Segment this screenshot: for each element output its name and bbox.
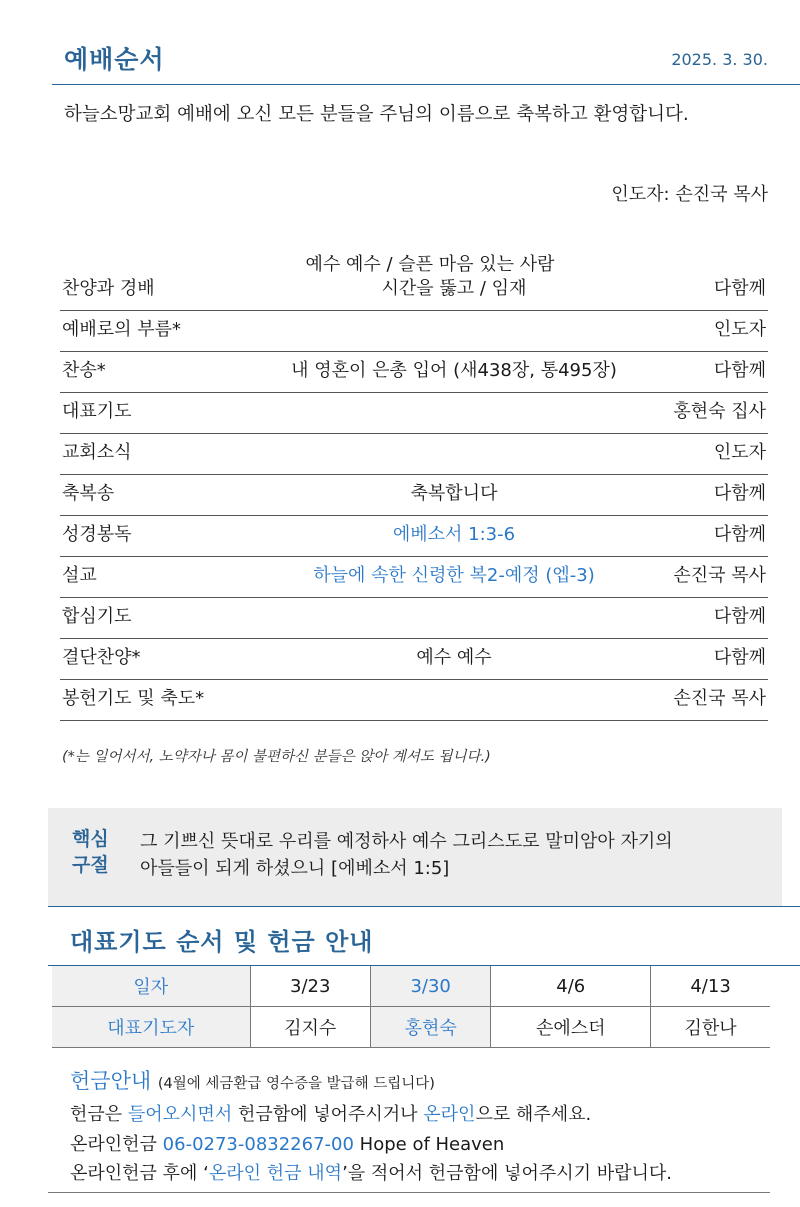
order-item-name: 축복송 bbox=[62, 483, 115, 504]
order-item-name: 결단찬양* bbox=[62, 647, 141, 668]
offering-title bbox=[70, 1065, 435, 1095]
leader-header: 대표기도자 bbox=[52, 1007, 250, 1048]
order-row bbox=[60, 270, 768, 311]
order-row bbox=[60, 311, 768, 352]
order-row bbox=[60, 639, 768, 680]
offering-text: 으로 해주세요. bbox=[475, 1104, 592, 1125]
service-date: 2025. 3. 30. bbox=[671, 50, 768, 69]
order-item-name: 대표기도 bbox=[62, 401, 132, 422]
standing-note: (*는 일어서서, 노약자나 몸이 불편하신 분들은 앉아 계셔도 됩니다.) bbox=[62, 749, 491, 765]
offering-highlight: 온라인 헌금 내역 bbox=[208, 1163, 343, 1184]
order-item-leader: 다함께 bbox=[713, 278, 766, 299]
order-item-leader: 인도자 bbox=[713, 442, 766, 463]
order-item-name: 찬양과 경배 bbox=[62, 278, 155, 299]
scripture-reading-link[interactable]: 에베소서 1:3-6 bbox=[392, 524, 516, 545]
order-item-name: 교회소식 bbox=[62, 442, 132, 463]
schedule-date: 3/23 bbox=[250, 966, 370, 1007]
key-verse-line1: 그 기쁘신 뜻대로 우리를 예정하사 예수 그리스도로 말미암아 자기의 bbox=[140, 831, 673, 852]
offering-highlight: 온라인 bbox=[423, 1104, 476, 1125]
order-item-content: 예수 예수 bbox=[416, 647, 492, 668]
offering-line-1 bbox=[70, 1100, 591, 1126]
page-title: 예배순서 bbox=[64, 45, 165, 74]
service-leader: 인도자: 손진국 목사 bbox=[611, 184, 768, 205]
offering-line-2 bbox=[70, 1130, 504, 1156]
schedule-date-current: 3/30 bbox=[370, 966, 490, 1007]
order-item-content: 축복합니다 bbox=[410, 483, 498, 504]
order-item-name: 설교 bbox=[62, 565, 97, 586]
key-verse-label-line2: 구절 bbox=[72, 854, 109, 876]
order-item-content: 시간을 뚫고 / 임재 bbox=[381, 278, 527, 299]
order-item-leader: 다함께 bbox=[713, 360, 766, 381]
offering-heading: 헌금안내 bbox=[70, 1069, 152, 1093]
schedule-leader: 김지수 bbox=[250, 1007, 370, 1048]
order-row bbox=[60, 475, 768, 516]
order-item-name: 합심기도 bbox=[62, 606, 132, 627]
bank-account-number[interactable]: 06-0273-0832267-00 bbox=[162, 1134, 354, 1155]
key-verse-label bbox=[72, 826, 109, 878]
worship-order-table bbox=[60, 270, 768, 721]
prayer-section-title: 대표기도 순서 및 헌금 안내 bbox=[70, 928, 374, 956]
date-header: 일자 bbox=[52, 966, 250, 1007]
key-verse-label-line1: 핵심 bbox=[72, 828, 109, 850]
order-row bbox=[60, 352, 768, 393]
order-item-leader: 인도자 bbox=[713, 319, 766, 340]
schedule-date: 4/6 bbox=[491, 966, 651, 1007]
order-item-name: 성경봉독 bbox=[62, 524, 132, 545]
order-item-content: 내 영혼이 은총 입어 (새438장, 통495장) bbox=[291, 360, 617, 381]
order-item-leader: 다함께 bbox=[713, 606, 766, 627]
order-row bbox=[60, 516, 768, 557]
offering-text: 헌금함에 넣어주시거나 bbox=[232, 1104, 424, 1125]
offering-highlight: 들어오시면서 bbox=[127, 1104, 233, 1125]
order-row bbox=[60, 557, 768, 598]
order-row bbox=[60, 393, 768, 434]
order-item-name: 찬송* bbox=[62, 360, 106, 381]
offering-line-3 bbox=[70, 1159, 672, 1185]
order-item-leader: 손진국 목사 bbox=[673, 688, 766, 709]
offering-text: 온라인헌금 후에 ‘ bbox=[70, 1163, 209, 1184]
offering-text: 헌금은 bbox=[70, 1104, 128, 1125]
welcome-message: 하늘소망교회 예배에 오신 모든 분들을 주님의 이름으로 축복하고 환영합니다. bbox=[64, 104, 689, 125]
order-item-leader: 홍현숙 집사 bbox=[673, 401, 766, 422]
order-item-name: 예배로의 부름* bbox=[62, 319, 182, 340]
key-verse-box bbox=[48, 808, 782, 906]
key-verse-line2: 아들들이 되게 하셨으니 [에베소서 1:5] bbox=[140, 858, 450, 879]
schedule-leader-row bbox=[52, 1007, 770, 1048]
schedule-date-row bbox=[52, 966, 770, 1007]
schedule-leader: 손에스더 bbox=[491, 1007, 651, 1048]
order-row bbox=[60, 598, 768, 639]
offering-text: ’을 적어서 헌금함에 넣어주시기 바랍니다. bbox=[342, 1163, 672, 1184]
order-item-leader: 다함께 bbox=[713, 524, 766, 545]
schedule-leader: 김한나 bbox=[651, 1007, 770, 1048]
section-divider bbox=[48, 906, 800, 907]
order-item-name: 봉헌기도 및 축도* bbox=[62, 688, 205, 709]
schedule-date: 4/13 bbox=[651, 966, 770, 1007]
key-verse-text bbox=[140, 828, 673, 882]
order-item-leader: 다함께 bbox=[713, 483, 766, 504]
order-row bbox=[60, 434, 768, 475]
offering-text: 온라인헌금 bbox=[70, 1134, 163, 1155]
offering-subtitle: (4월에 세금환급 영수증을 발급해 드립니다) bbox=[157, 1076, 435, 1092]
schedule-leader-current: 홍현숙 bbox=[370, 1007, 490, 1048]
order-row bbox=[60, 680, 768, 721]
praise-songs-line1: 예수 예수 / 슬픈 마음 있는 사람 bbox=[305, 254, 555, 275]
title-divider bbox=[52, 84, 800, 85]
bottom-divider bbox=[48, 1192, 770, 1193]
prayer-schedule-table bbox=[52, 966, 770, 1048]
account-holder: Hope of Heaven bbox=[353, 1134, 505, 1155]
order-item-leader: 다함께 bbox=[713, 647, 766, 668]
order-item-leader: 손진국 목사 bbox=[673, 565, 766, 586]
sermon-title-link[interactable]: 하늘에 속한 신령한 복2-예정 (엡-3) bbox=[313, 565, 595, 586]
